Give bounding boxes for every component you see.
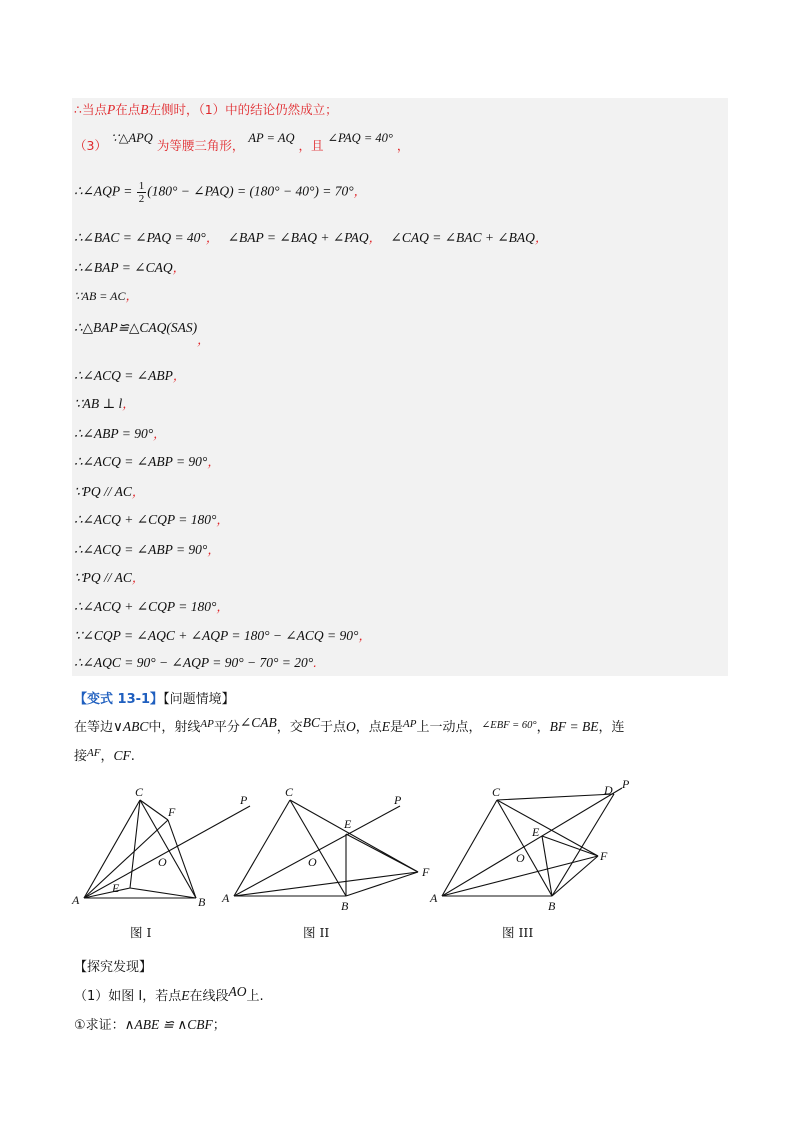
figure-3-labels [429, 780, 630, 913]
solution-line-12 [74, 482, 144, 500]
label-b: B [548, 899, 556, 913]
label-f: F [422, 865, 430, 879]
math-because-tri [111, 131, 153, 145]
label-e: E [112, 881, 120, 895]
label-p: P [240, 793, 248, 807]
text: 在等边 [74, 720, 114, 735]
label-d: D [604, 783, 613, 797]
text: 接 [74, 749, 88, 764]
label-a: A [222, 891, 230, 905]
math: AO [228, 984, 247, 999]
math: ∠CAB [239, 715, 277, 730]
text: ， [358, 628, 371, 643]
label-f: F [168, 805, 176, 819]
text: ； [212, 1018, 226, 1033]
text: ， [131, 484, 145, 499]
text: 中，射线 [148, 720, 201, 735]
figure-2-caption: 图 II [303, 925, 330, 940]
label-o: O [158, 855, 167, 869]
problem-line-1 [74, 716, 624, 735]
denominator: 2 [138, 193, 145, 205]
text: ， [396, 138, 410, 153]
solution-line-3 [74, 180, 366, 205]
text: ， [207, 542, 220, 557]
text: . [313, 655, 318, 670]
text: (180° − ∠PAQ) = (180° − 40°) = 70° [147, 183, 354, 199]
text: ∵∠CQP = ∠AQC + ∠AQP = 180° − ∠ACQ = 90° [74, 628, 359, 643]
solution-line-10 [74, 424, 166, 442]
text: ，交 [276, 720, 303, 735]
text: ∵PQ // AC [74, 484, 132, 499]
question-1 [74, 985, 264, 1004]
text: ， [534, 230, 548, 245]
solution-line-18 [74, 655, 317, 671]
figure-3 [442, 788, 622, 896]
math: E [381, 719, 391, 734]
math: ∠EBF = 60° [481, 720, 537, 731]
math: ∧ABE ≌ ∧CBF [124, 1017, 213, 1032]
math: AF [87, 747, 101, 759]
solution-line-13 [74, 510, 229, 528]
problem-line-2 [74, 745, 135, 764]
text: ，点 [355, 720, 382, 735]
text: ， [205, 230, 219, 245]
figure-1-caption: 图 I [130, 925, 152, 940]
math: E [181, 988, 190, 1003]
solution-line-9 [74, 394, 135, 412]
label-p: P [622, 780, 630, 791]
text: ，连 [598, 720, 625, 735]
variant-heading [74, 688, 235, 707]
fraction-half [137, 180, 147, 205]
figure-2 [234, 800, 418, 896]
math: BC [302, 715, 320, 730]
math: AP [200, 718, 214, 730]
math: ∨ABC [113, 719, 149, 734]
solution-line-5 [74, 258, 185, 276]
math-p: P [106, 102, 116, 117]
text: ∴当点 [74, 102, 107, 117]
text: ∴∠BAC = ∠PAQ = 40° [74, 230, 206, 245]
label-c: C [285, 785, 294, 799]
math-ap-aq: AP = AQ [248, 131, 295, 145]
solution-line-15 [74, 568, 144, 586]
math: O [346, 719, 356, 734]
text: 上一动点， [416, 720, 482, 735]
text: 平分 [213, 720, 240, 735]
figures-svg [0, 780, 800, 940]
text: ∴∠AQC = 90° − ∠AQP = 90° − 70° = 20° [74, 655, 314, 670]
solution-line-7 [74, 318, 210, 347]
label-p: P [394, 793, 402, 807]
text: ，且 [298, 138, 324, 153]
numerator: 1 [138, 180, 145, 192]
text: ①求证： [74, 1018, 125, 1033]
text: ， [216, 512, 229, 527]
text: ， [368, 230, 382, 245]
math-paq: ∠PAQ = 40° [327, 131, 393, 145]
text: ∵PQ // AC [74, 570, 132, 585]
text: ∴∠ABP = 90° [74, 426, 154, 441]
label-e: E [344, 817, 352, 831]
text: ∴∠BAP = ∠CAQ [74, 260, 173, 275]
text: ， [536, 720, 550, 735]
text: ∴∠ACQ + ∠CQP = 180° [74, 512, 217, 527]
explore-heading: 【探究发现】 [74, 960, 153, 975]
label-e: E [532, 825, 540, 839]
text: 上. [246, 989, 264, 1004]
section-label: 【问题情境】 [163, 692, 235, 707]
solution-line-2 [74, 131, 410, 154]
label-b: B [198, 895, 206, 909]
label-c: C [492, 785, 501, 799]
figure-3-caption: 图 III [502, 925, 534, 940]
text: ∴∠ACQ = ∠ABP [74, 368, 173, 383]
solution-line-16 [74, 597, 229, 615]
text: 在点 [115, 102, 141, 117]
label-o: O [516, 851, 525, 865]
label-a: A [430, 891, 438, 905]
text: 是 [390, 720, 404, 735]
figure-1 [84, 800, 250, 898]
solution-line-8 [74, 366, 185, 384]
solution-line-6 [74, 286, 138, 304]
math: AP [403, 718, 417, 730]
text: ∵AB ⊥ l [74, 396, 123, 411]
solution-line-1 [74, 100, 338, 118]
text: ， [100, 749, 114, 764]
label-b: B [341, 899, 349, 913]
text: ， [197, 332, 210, 347]
label-a: A [72, 893, 80, 907]
text: ∴∠ACQ + ∠CQP = 180° [74, 599, 217, 614]
text: ∠BAP = ∠BAQ + ∠PAQ [227, 230, 369, 245]
label-c: C [135, 785, 144, 799]
text: ∠CAQ = ∠BAC + ∠BAQ [390, 230, 535, 245]
text: ∵△ [110, 131, 129, 145]
text: . [130, 749, 135, 764]
text: ， [207, 454, 220, 469]
text: ， [172, 260, 186, 275]
label-f: F [600, 849, 608, 863]
question-1-sub [74, 1014, 226, 1033]
text: 左侧时，（1）中的结论仍然成立； [148, 102, 338, 117]
text: ， [172, 368, 186, 383]
text: ∴∠ACQ = ∠ABP = 90° [74, 454, 208, 469]
math: BF = BE [549, 719, 599, 734]
text: ∴∠ACQ = ∠ABP = 90° [74, 542, 208, 557]
text: 在线段 [189, 989, 229, 1004]
text: ∴∠AQP = [74, 183, 133, 199]
step-number: （3） [74, 138, 107, 153]
text: ， [216, 599, 229, 614]
math: CF [113, 748, 131, 763]
solution-line-14 [74, 540, 220, 558]
solution-line-17 [74, 626, 371, 644]
text: ， [353, 183, 367, 199]
text: ， [122, 396, 135, 411]
variant-tag: 【变式 13-1】 [74, 692, 164, 707]
text: （1）如图 I，若点 [74, 989, 182, 1004]
solution-line-11 [74, 452, 220, 470]
text: APQ [128, 131, 153, 145]
text: ， [131, 570, 145, 585]
text: ， [125, 288, 139, 303]
text: 于点 [319, 720, 346, 735]
text: ∴△BAP≌△CAQ(SAS) [74, 320, 198, 335]
text: 为等腰三角形， [156, 138, 245, 153]
label-o: O [308, 855, 317, 869]
text: ， [153, 426, 166, 441]
math-b: B [140, 102, 149, 117]
solution-line-4 [74, 228, 547, 246]
text: ∵AB = AC [74, 289, 126, 303]
